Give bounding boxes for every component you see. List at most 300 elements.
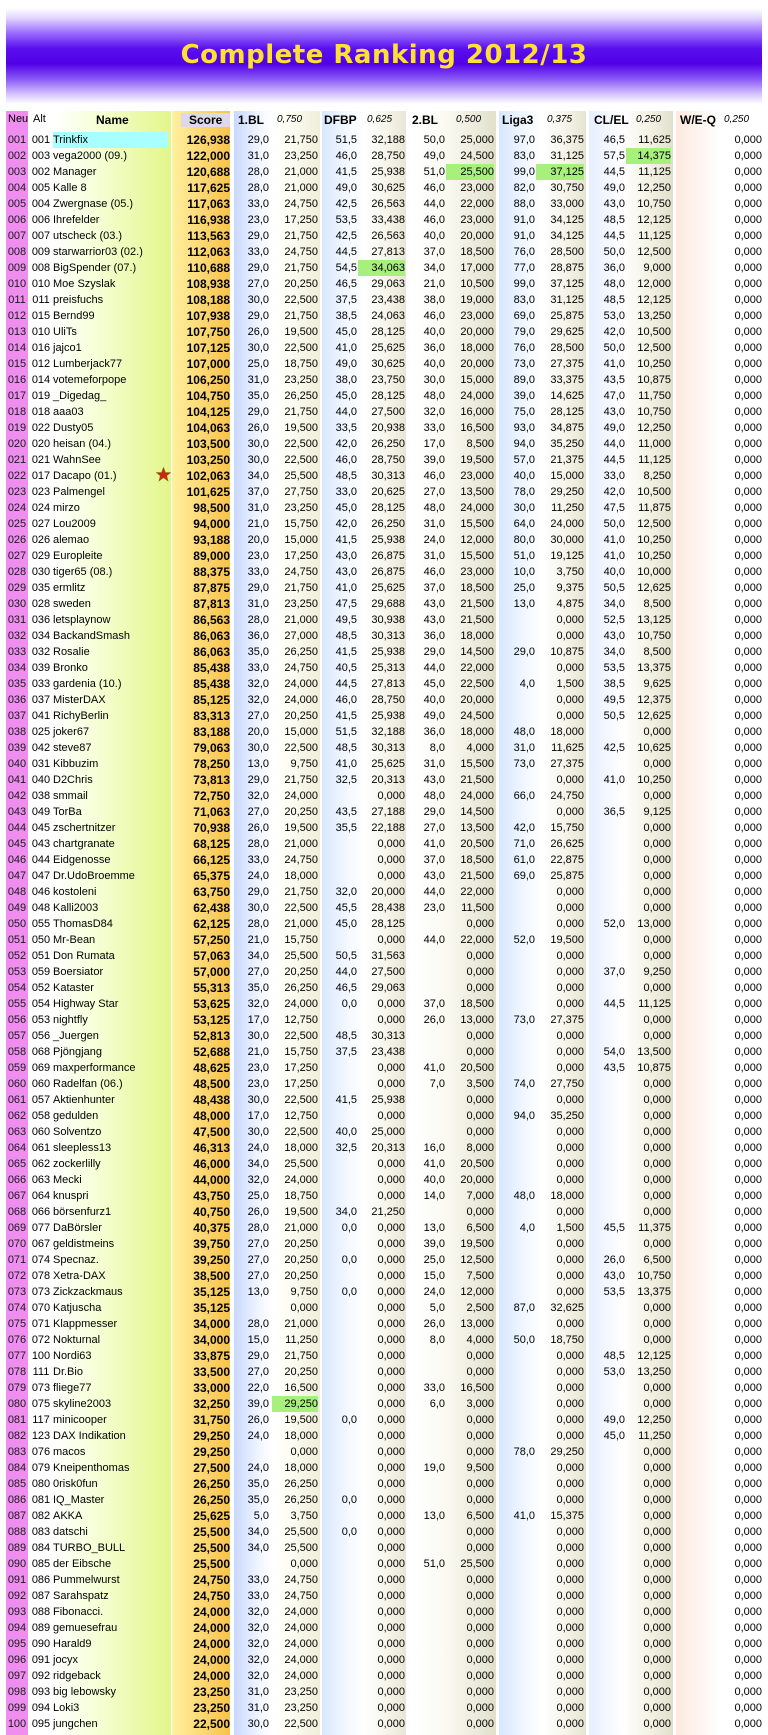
bl1-points-cell: 24,0	[247, 1142, 269, 1154]
bl1-points-cell: 30,0	[247, 294, 269, 306]
liga3-score-cell: 0,000	[556, 1702, 584, 1714]
bl1-score-cell: 24,000	[284, 1638, 318, 1650]
weq-score-cell: 0,000	[734, 438, 762, 450]
rank-old-cell: 085	[31, 1558, 51, 1570]
liga3-points-cell: 4,0	[519, 1222, 535, 1234]
liga3-score-cell: 3,750	[556, 566, 584, 578]
name-cell: datschi	[53, 1526, 88, 1538]
rank-new-cell: 052	[7, 950, 27, 962]
bl2-points-cell: 26,0	[423, 1318, 445, 1330]
rank-old-cell: 083	[31, 1526, 51, 1538]
clel-score-cell: 8,500	[643, 646, 671, 658]
weq-score-cell: 0,000	[734, 1318, 762, 1330]
table-row	[0, 148, 768, 164]
name-cell: Dusty05	[53, 422, 94, 434]
rank-new-cell: 011	[8, 294, 26, 306]
weq-score-cell: 0,000	[734, 134, 762, 146]
dfbp-points-cell: 43,5	[335, 806, 357, 818]
bl2-score-cell: 0,000	[466, 1654, 494, 1666]
rank-old-cell: 068	[31, 1046, 51, 1058]
score-cell: 85,438	[193, 661, 230, 675]
dfbp-score-cell: 0,000	[377, 998, 405, 1010]
table-row	[0, 1668, 768, 1684]
table-row	[0, 1572, 768, 1588]
bl2-points-cell: 8,0	[429, 742, 445, 754]
bl2-score-cell: 10,500	[460, 278, 494, 290]
dfbp-score-cell: 26,875	[371, 566, 405, 578]
dfbp-score-cell: 25,000	[371, 1126, 405, 1138]
bl1-points-cell: 29,0	[247, 582, 269, 594]
bl2-score-cell: 13,500	[460, 486, 494, 498]
bl2-score-cell: 0,000	[466, 1606, 494, 1618]
bl2-score-cell: 9,500	[466, 1462, 494, 1474]
dfbp-score-cell: 0,000	[377, 1510, 405, 1522]
score-cell: 108,188	[186, 293, 230, 307]
bl1-points-cell: 27,0	[247, 710, 269, 722]
clel-score-cell: 11,250	[638, 1430, 671, 1442]
score-cell: 53,125	[193, 1013, 230, 1027]
score-cell: 104,750	[186, 389, 230, 403]
weq-score-cell: 0,000	[734, 262, 762, 274]
bl2-score-cell: 18,000	[460, 342, 494, 354]
score-cell: 39,750	[193, 1237, 230, 1251]
bl2-points-cell: 41,0	[423, 1062, 445, 1074]
bl1-points-cell: 33,0	[247, 854, 269, 866]
clel-score-cell: 12,500	[637, 518, 671, 530]
name-cell: Kalli2003	[53, 902, 99, 914]
weq-score-cell: 0,000	[734, 918, 762, 930]
liga3-points-cell: 80,0	[513, 534, 535, 546]
clel-score-cell: 0,000	[643, 1302, 671, 1314]
dfbp-points-cell: 32,5	[335, 1142, 357, 1154]
name-cell: Xetra-DAX	[53, 1270, 106, 1282]
rank-old-cell: 018	[31, 406, 51, 418]
bl1-points-cell: 26,0	[247, 1206, 269, 1218]
bl2-score-cell: 23,000	[460, 470, 494, 482]
rank-new-cell: 095	[7, 1638, 27, 1650]
score-cell: 38,500	[193, 1269, 230, 1283]
score-cell: 103,250	[186, 453, 230, 467]
name-cell: BackandSmash	[53, 630, 131, 642]
dfbp-score-cell: 24,063	[371, 310, 405, 322]
dfbp-points-cell: 33,5	[335, 422, 357, 434]
score-cell: 25,500	[193, 1525, 230, 1539]
bl1-points-cell: 25,0	[247, 358, 269, 370]
dfbp-score-cell: 26,875	[371, 550, 405, 562]
table-row	[0, 996, 768, 1012]
rank-new-cell: 098	[7, 1686, 27, 1698]
bl1-points-cell: 29,0	[247, 1350, 269, 1362]
dfbp-score-cell: 0,000	[377, 1686, 405, 1698]
bl1-points-cell: 30,0	[247, 342, 269, 354]
liga3-points-cell: 76,0	[513, 342, 535, 354]
table-row	[0, 420, 768, 436]
rank-old-cell: 002	[31, 166, 51, 178]
bl2-score-cell: 3,500	[466, 1078, 494, 1090]
clel-score-cell: 0,000	[643, 790, 671, 802]
name-cell: Loki3	[53, 1702, 80, 1714]
table-row	[0, 692, 768, 708]
title-banner	[6, 8, 762, 104]
liga3-points-cell: 57,0	[513, 454, 535, 466]
bl2-score-cell: 20,000	[460, 694, 494, 706]
score-cell: 73,813	[193, 773, 230, 787]
bl1-points-cell: 29,0	[247, 886, 269, 898]
bl2-score-cell: 20,000	[460, 326, 494, 338]
dfbp-points-cell: 34,0	[335, 1206, 357, 1218]
dfbp-points-cell: 47,5	[335, 598, 357, 610]
score-cell: 117,063	[187, 197, 230, 211]
table-row	[0, 660, 768, 676]
bl2-points-cell: 27,0	[423, 822, 445, 834]
score-cell: 122,000	[186, 149, 230, 163]
clel-score-cell: 0,000	[643, 1206, 671, 1218]
header-name: Name	[96, 113, 129, 127]
bl1-score-cell: 21,000	[284, 166, 318, 178]
rank-new-cell: 053	[7, 966, 27, 978]
rank-old-cell: 069	[31, 1062, 51, 1074]
rank-old-cell: 073	[31, 1382, 51, 1394]
clel-score-cell: 13,375	[637, 1286, 671, 1298]
bl1-points-cell: 17,0	[247, 1014, 269, 1026]
bl2-score-cell: 0,000	[466, 950, 494, 962]
clel-score-cell: 10,750	[637, 198, 671, 210]
bl1-points-cell: 26,0	[247, 1414, 269, 1426]
header-bl2-weight: 0,500	[456, 114, 482, 125]
clel-points-cell: 49,5	[603, 694, 625, 706]
bl1-points-cell: 32,0	[247, 1174, 269, 1186]
bl2-score-cell: 21,500	[460, 870, 494, 882]
liga3-points-cell: 73,0	[513, 1014, 535, 1026]
rank-new-cell: 091	[7, 1574, 27, 1586]
liga3-points-cell: 41,0	[513, 1510, 535, 1522]
bl1-points-cell: 24,0	[247, 1430, 269, 1442]
table-row	[0, 788, 768, 804]
liga3-points-cell: 91,0	[513, 214, 535, 226]
clel-points-cell: 43,5	[603, 374, 625, 386]
rank-new-cell: 014	[7, 342, 27, 354]
liga3-score-cell: 0,000	[556, 1318, 584, 1330]
dfbp-score-cell: 30,938	[371, 614, 405, 626]
liga3-score-cell: 18,000	[550, 726, 584, 738]
weq-score-cell: 0,000	[734, 1494, 762, 1506]
rank-old-cell: 003	[31, 150, 51, 162]
liga3-points-cell: 75,0	[513, 406, 535, 418]
liga3-score-cell: 26,625	[550, 838, 584, 850]
weq-score-cell: 0,000	[734, 1574, 762, 1586]
bl2-score-cell: 0,000	[466, 918, 494, 930]
bl1-score-cell: 21,000	[284, 1222, 318, 1234]
weq-score-cell: 0,000	[734, 278, 762, 290]
bl2-points-cell: 13,0	[423, 1510, 445, 1522]
liga3-points-cell: 13,0	[513, 598, 535, 610]
weq-score-cell: 0,000	[734, 1110, 762, 1122]
bl2-score-cell: 25,500	[460, 1558, 494, 1570]
clel-score-cell: 12,500	[637, 342, 671, 354]
bl1-score-cell: 22,500	[284, 454, 318, 466]
dfbp-points-cell: 43,0	[335, 566, 357, 578]
clel-score-cell: 0,000	[643, 1142, 671, 1154]
clel-score-cell: 12,625	[637, 710, 671, 722]
score-cell: 66,125	[193, 853, 230, 867]
liga3-points-cell: 69,0	[513, 870, 535, 882]
dfbp-points-cell: 41,5	[335, 166, 357, 178]
score-cell: 24,750	[193, 1573, 230, 1587]
bl2-points-cell: 29,0	[423, 646, 445, 658]
bl1-points-cell: 32,0	[247, 1654, 269, 1666]
weq-score-cell: 0,000	[734, 902, 762, 914]
score-cell: 83,188	[193, 725, 230, 739]
clel-points-cell: 42,0	[603, 326, 625, 338]
rank-new-cell: 003	[7, 166, 27, 178]
rank-new-cell: 099	[7, 1702, 27, 1714]
table-row	[0, 1604, 768, 1620]
name-cell: Dr.UdoBroemme	[53, 870, 135, 882]
name-cell: Mecki	[53, 1174, 82, 1186]
bl1-score-cell: 24,000	[284, 678, 318, 690]
table-row	[0, 516, 768, 532]
name-cell: votemeforpope	[53, 374, 127, 386]
clel-score-cell: 10,750	[637, 630, 671, 642]
score-cell: 55,313	[193, 981, 230, 995]
score-cell: 26,250	[193, 1493, 230, 1507]
score-cell: 48,625	[193, 1061, 230, 1075]
score-cell: 57,000	[193, 965, 230, 979]
score-cell: 70,938	[193, 821, 230, 835]
dfbp-score-cell: 0,000	[377, 1078, 405, 1090]
dfbp-score-cell: 20,313	[371, 1142, 405, 1154]
liga3-score-cell: 29,250	[550, 486, 584, 498]
clel-score-cell: 0,000	[643, 1446, 671, 1458]
score-cell: 86,063	[193, 629, 230, 643]
clel-score-cell: 0,000	[643, 1510, 671, 1522]
rank-old-cell: 028	[31, 598, 51, 610]
table-row	[0, 1220, 768, 1236]
rank-old-cell: 066	[31, 1206, 51, 1218]
liga3-points-cell: 48,0	[513, 1190, 535, 1202]
table-row	[0, 596, 768, 612]
score-cell: 78,250	[193, 757, 230, 771]
bl2-score-cell: 15,500	[460, 518, 494, 530]
bl2-score-cell: 17,000	[460, 262, 494, 274]
bl2-score-cell: 0,000	[466, 1414, 494, 1426]
bl2-points-cell: 24,0	[423, 534, 445, 546]
bl1-points-cell: 28,0	[247, 918, 269, 930]
dfbp-points-cell: 45,0	[335, 502, 357, 514]
table-row	[0, 964, 768, 980]
rank-old-cell: 060	[31, 1126, 51, 1138]
table-row	[0, 1204, 768, 1220]
bl1-points-cell: 13,0	[247, 1286, 269, 1298]
bl1-score-cell: 19,500	[284, 1206, 318, 1218]
name-cell: mirzo	[53, 502, 80, 514]
table-row	[0, 1044, 768, 1060]
score-cell: 65,375	[193, 869, 230, 883]
bl2-score-cell: 7,000	[466, 1190, 494, 1202]
name-cell: Kibbuzim	[53, 758, 99, 770]
dfbp-score-cell: 25,938	[371, 534, 405, 546]
dfbp-score-cell: 27,813	[371, 246, 405, 258]
score-cell: 87,875	[193, 581, 230, 595]
rank-old-cell: 081	[31, 1494, 51, 1506]
rank-new-cell: 004	[7, 182, 27, 194]
bl1-score-cell: 21,000	[284, 838, 318, 850]
table-row	[0, 340, 768, 356]
score-cell: 29,250	[193, 1429, 230, 1443]
weq-score-cell: 0,000	[734, 1286, 762, 1298]
rank-new-cell: 062	[7, 1110, 27, 1122]
score-cell: 40,750	[193, 1205, 230, 1219]
bl1-points-cell: 29,0	[247, 262, 269, 274]
bl1-points-cell: 32,0	[247, 694, 269, 706]
liga3-score-cell: 0,000	[556, 1062, 584, 1074]
bl2-points-cell: 46,0	[423, 310, 445, 322]
table-row	[0, 1540, 768, 1556]
liga3-score-cell: 18,750	[550, 1334, 584, 1346]
rank-old-cell: 007	[31, 230, 51, 242]
rank-new-cell: 065	[7, 1158, 27, 1170]
rank-new-cell: 021	[7, 454, 27, 466]
score-cell: 83,313	[193, 709, 230, 723]
rank-old-cell: 043	[31, 838, 51, 850]
weq-score-cell: 0,000	[734, 1398, 762, 1410]
clel-score-cell: 12,500	[637, 246, 671, 258]
bl1-points-cell: 28,0	[247, 838, 269, 850]
weq-score-cell: 0,000	[734, 150, 762, 162]
weq-score-cell: 0,000	[734, 1478, 762, 1490]
score-cell: 117,625	[187, 181, 230, 195]
rank-new-cell: 049	[7, 902, 27, 914]
score-cell: 88,375	[193, 565, 230, 579]
bl2-score-cell: 22,000	[460, 198, 494, 210]
rank-new-cell: 043	[7, 806, 27, 818]
rank-old-cell: 070	[31, 1302, 51, 1314]
bl2-points-cell: 19,0	[423, 1462, 445, 1474]
bl1-points-cell: 30,0	[247, 1094, 269, 1106]
dfbp-points-cell: 42,0	[335, 518, 357, 530]
name-cell: knuspri	[53, 1190, 89, 1202]
bl1-score-cell: 22,500	[284, 438, 318, 450]
dfbp-score-cell: 0,000	[377, 1590, 405, 1602]
liga3-points-cell: 31,0	[513, 742, 535, 754]
bl1-score-cell: 21,750	[284, 406, 318, 418]
bl2-points-cell: 37,0	[423, 582, 445, 594]
dfbp-score-cell: 26,250	[371, 438, 405, 450]
rank-old-cell: 011	[32, 294, 50, 306]
bl1-score-cell: 9,750	[290, 1286, 318, 1298]
dfbp-points-cell: 46,5	[335, 982, 357, 994]
table-row	[0, 1364, 768, 1380]
dfbp-score-cell: 0,000	[377, 1350, 405, 1362]
name-cell: Harald9	[53, 1638, 92, 1650]
table-row	[0, 1444, 768, 1460]
bl1-score-cell: 22,500	[284, 902, 318, 914]
clel-points-cell: 44,0	[603, 438, 625, 450]
clel-points-cell: 57,5	[603, 150, 625, 162]
bl2-score-cell: 24,000	[460, 390, 494, 402]
dfbp-score-cell: 0,000	[377, 1302, 405, 1314]
dfbp-points-cell: 41,5	[335, 1094, 357, 1106]
dfbp-score-cell: 0,000	[377, 1382, 405, 1394]
weq-score-cell: 0,000	[734, 422, 762, 434]
clel-points-cell: 43,0	[603, 406, 625, 418]
bl1-score-cell: 22,500	[284, 1718, 318, 1730]
bl1-points-cell: 20,0	[247, 726, 269, 738]
rank-new-cell: 013	[7, 326, 27, 338]
liga3-score-cell: 1,500	[556, 1222, 584, 1234]
rank-new-cell: 019	[7, 422, 27, 434]
liga3-score-cell: 0,000	[556, 902, 584, 914]
liga3-score-cell: 1,500	[556, 678, 584, 690]
liga3-points-cell: 64,0	[513, 518, 535, 530]
bl1-points-cell: 32,0	[247, 678, 269, 690]
clel-points-cell: 41,0	[603, 534, 625, 546]
dfbp-score-cell: 0,000	[377, 1702, 405, 1714]
bl1-points-cell: 35,0	[247, 646, 269, 658]
bl2-points-cell: 46,0	[423, 214, 445, 226]
clel-points-cell: 52,0	[603, 918, 625, 930]
dfbp-score-cell: 28,750	[371, 454, 405, 466]
table-row	[0, 1652, 768, 1668]
bl2-score-cell: 23,000	[460, 566, 494, 578]
clel-score-cell: 12,125	[637, 294, 671, 306]
score-cell: 35,125	[193, 1301, 230, 1315]
bl1-score-cell: 21,750	[284, 134, 318, 146]
table-row	[0, 900, 768, 916]
clel-score-cell: 11,875	[638, 502, 671, 514]
bl1-points-cell: 31,0	[247, 502, 269, 514]
rank-old-cell: 078	[31, 1270, 51, 1282]
bl2-score-cell: 22,500	[460, 678, 494, 690]
clel-score-cell: 0,000	[643, 1318, 671, 1330]
rank-old-cell: 030	[31, 566, 51, 578]
rank-old-cell: 086	[31, 1574, 51, 1586]
liga3-score-cell: 0,000	[556, 1398, 584, 1410]
bl2-points-cell: 34,0	[423, 262, 445, 274]
rank-new-cell: 060	[7, 1078, 27, 1090]
liga3-points-cell: 61,0	[513, 854, 535, 866]
name-cell: zschertnitzer	[53, 822, 116, 834]
rank-new-cell: 037	[7, 710, 27, 722]
bl1-score-cell: 16,500	[284, 1382, 318, 1394]
clel-points-cell: 48,5	[603, 294, 625, 306]
bl1-score-cell: 25,500	[284, 1542, 318, 1554]
bl2-score-cell: 24,000	[460, 790, 494, 802]
ranking-table	[0, 132, 768, 1732]
bl1-score-cell: 18,000	[284, 870, 318, 882]
table-row	[0, 468, 768, 484]
dfbp-score-cell: 28,438	[371, 902, 405, 914]
dfbp-points-cell: 46,0	[335, 454, 357, 466]
dfbp-points-cell: 50,5	[335, 950, 357, 962]
bl2-score-cell: 18,000	[460, 726, 494, 738]
clel-score-cell: 0,000	[643, 886, 671, 898]
bl1-score-cell: 21,750	[284, 310, 318, 322]
rank-new-cell: 078	[7, 1366, 27, 1378]
dfbp-score-cell: 0,000	[377, 1286, 405, 1298]
liga3-score-cell: 18,000	[550, 1190, 584, 1202]
rank-new-cell: 051	[7, 934, 27, 946]
liga3-score-cell: 28,500	[550, 246, 584, 258]
liga3-score-cell: 0,000	[556, 1142, 584, 1154]
score-cell: 126,938	[186, 133, 230, 147]
bl1-points-cell: 33,0	[247, 1574, 269, 1586]
bl1-score-cell: 22,500	[284, 1030, 318, 1042]
name-cell: börsenfurz1	[53, 1206, 112, 1218]
clel-points-cell: 38,5	[603, 678, 625, 690]
bl2-score-cell: 24,500	[460, 710, 494, 722]
liga3-points-cell: 48,0	[513, 726, 535, 738]
